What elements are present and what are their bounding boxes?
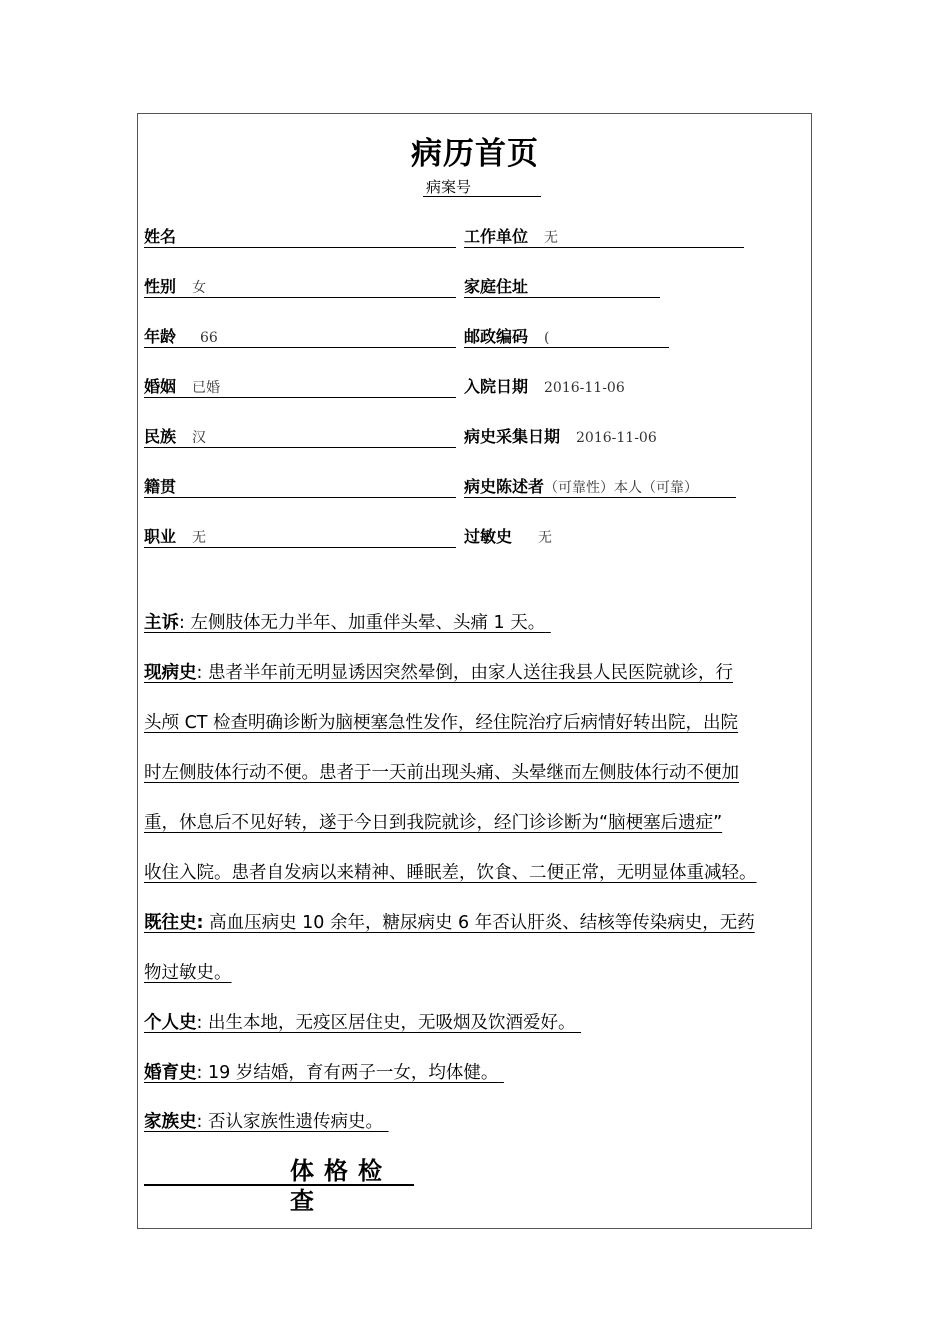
name-field [144,226,456,248]
physical-exam-title: 体格检查 [290,1157,392,1215]
admit-date-field [464,376,644,398]
occupation-label: 职业 [144,527,177,546]
sex-field [144,276,456,298]
occupation-field [144,526,456,548]
present-illness-sep: : [196,663,203,683]
past-history-line-2: 物过敏史。 [144,963,232,983]
present-illness-label: 现病史 [144,663,197,683]
personal-history-label: 个人史 [144,1013,197,1033]
allergy-field [464,526,584,548]
allergy-label: 过敏史 [464,527,513,546]
occupation-value: 无 [192,530,207,546]
age-label: 年龄 [144,327,177,346]
postcode-label: 邮政编码 [464,327,529,346]
chief-complaint-sep: : [179,613,185,633]
present-illness-line-1: 患者半年前无明显诱因突然晕倒，由家人送往我县人民医院就诊，行 [207,663,733,683]
chief-complaint-label: 主诉 [144,613,179,633]
marital-history [144,1048,806,1098]
ethnicity-label: 民族 [144,427,177,446]
present-illness-line-5: 收住入院。患者自发病以来精神、睡眠差，饮食、二便正常，无明显体重减轻。 [144,863,757,883]
ethnicity-field [144,426,456,448]
page-title: 病历首页 [411,136,539,172]
family-history-sep: : [196,1112,203,1132]
address-field [464,276,660,298]
sex-label: 性别 [144,277,177,296]
history-date-value: 2016-11-06 [576,430,657,446]
admit-date-label: 入院日期 [464,377,529,396]
work-unit-value: 无 [544,230,559,246]
marriage-label: 婚姻 [144,377,177,396]
allergy-value: 无 [538,530,553,546]
narrator-value: （可靠性）本人（可靠） [544,480,699,496]
family-history [144,1097,806,1147]
past-history-line-1: 高血压病史 10 余年，糖尿病史 6 年否认肝炎、结核等传染病史，无药 [209,913,755,933]
personal-history [144,998,806,1048]
ethnicity-value: 汉 [192,430,207,446]
marriage-value: 已婚 [192,380,221,396]
history-date-field [464,426,684,448]
family-history-text: 否认家族性遗传病史。 [207,1112,383,1132]
native-place-field [144,476,456,498]
personal-history-text: 出生本地，无疫区居住史，无吸烟及饮酒爱好。 [207,1013,576,1033]
marital-history-sep: : [196,1063,203,1083]
chief-complaint [144,598,806,648]
postcode-value: ( [544,330,550,346]
present-illness-line-2: 头颅 CT 检查明确诊断为脑梗塞急性发作，经住院治疗后病情好转出院，出院 [144,713,739,733]
chief-complaint-text: 左侧肢体无力半年、加重伴头晕、头痛 1 天。 [190,613,546,633]
family-history-label: 家族史 [144,1112,197,1132]
case-number-field: 病案号 [423,178,541,197]
native-place-label: 籍贯 [144,477,177,496]
present-illness-line-4: 重，休息后不见好转，遂于今日到我院就诊，经门诊诊断为“脑梗塞后遗症” [144,813,723,833]
age-field [144,326,456,348]
personal-history-sep: : [196,1013,203,1033]
narrator-field [464,476,736,498]
physical-exam-heading [144,1156,414,1215]
name-label: 姓名 [144,227,177,246]
postcode-field [464,326,669,348]
narrator-label: 病史陈述者 [464,477,545,496]
marital-history-label: 婚育史 [144,1063,197,1083]
marriage-field [144,376,456,398]
age-value: 66 [200,330,218,346]
sex-value: 女 [192,280,207,296]
past-history-label: 既往史: [144,913,204,933]
past-history [144,898,806,998]
admit-date-value: 2016-11-06 [544,380,625,396]
history-date-label: 病史采集日期 [464,427,561,446]
work-unit-label: 工作单位 [464,227,529,246]
marital-history-text: 19 岁结婚，育有两子一女，均体健。 [207,1063,499,1083]
present-illness [144,648,806,898]
work-unit-field [464,226,744,248]
address-label: 家庭住址 [464,277,529,296]
present-illness-line-3: 时左侧肢体行动不便。患者于一天前出现头痛、头晕继而左侧肢体行动不便加 [144,763,739,783]
